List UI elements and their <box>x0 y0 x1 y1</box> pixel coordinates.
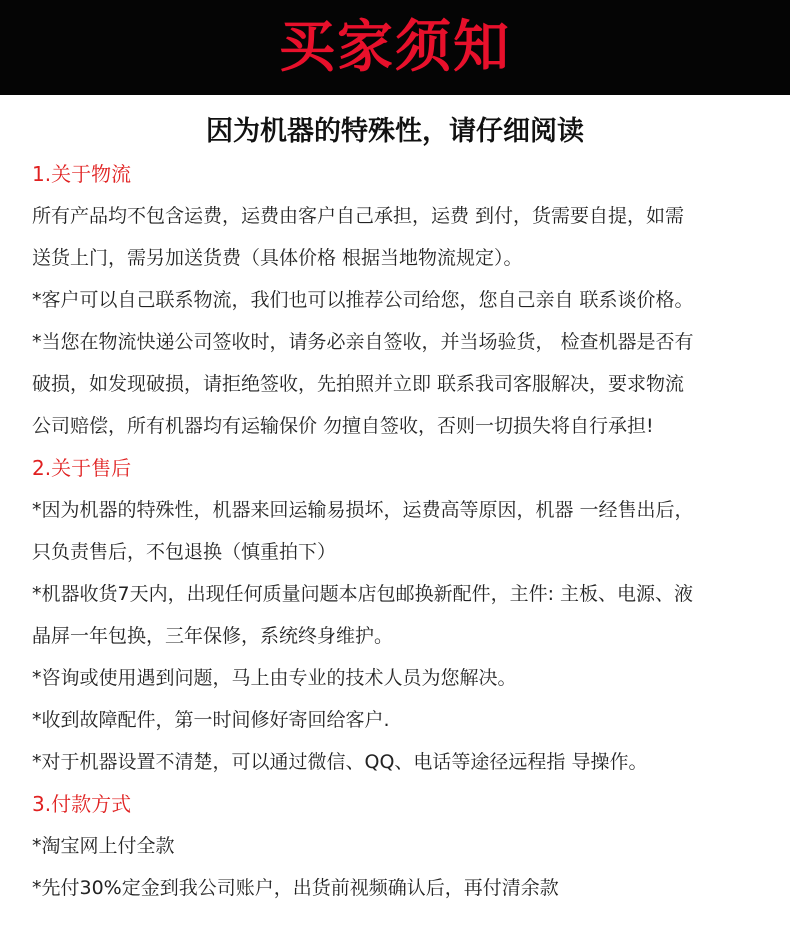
section-payment <box>32 783 772 909</box>
after-sales-line-4: 晶屏一年包换，三年保修，系统终身维护。 <box>32 625 394 647</box>
section-logistics <box>32 153 772 447</box>
logistics-line-1: 所有产品均不包含运费，运费由客户自己承担，运费 到付，货需要自提，如需 <box>32 205 685 227</box>
after-sales-line-5: *咨询或使用遇到问题，马上由专业的技术人员为您解决。 <box>32 667 517 689</box>
after-sales-line-2: 只负责售后，不包退换（慎重拍下） <box>32 541 337 563</box>
logistics-line-4: *当您在物流快递公司签收时，请务必亲自签收，并当场验货， 检查机器是否有 <box>32 331 694 353</box>
section-after-sales <box>32 447 772 783</box>
payment-line-2: *先付30%定金到我公司账户，出货前视频确认后，再付清余款 <box>32 877 559 899</box>
header-banner <box>0 0 790 95</box>
after-sales-line-7: *对于机器设置不清楚，可以通过微信、QQ、电话等途径远程指 导操作。 <box>32 751 648 773</box>
section-heading-logistics: 1.关于物流 <box>32 162 132 186</box>
after-sales-line-1: *因为机器的特殊性，机器来回运输易损坏，运费高等原因，机器 一经售出后， <box>32 499 694 521</box>
after-sales-line-6: *收到故障配件，第一时间修好寄回给客户. <box>32 709 390 731</box>
logistics-line-3: *客户可以自己联系物流，我们也可以推荐公司给您，您自己亲自 联系谈价格。 <box>32 289 694 311</box>
notice-content <box>0 153 790 909</box>
logistics-line-6: 公司赔偿，所有机器均有运输保价 勿擅自签收，否则一切损失将自行承担! <box>32 415 654 437</box>
logistics-line-2: 送货上门，需另加送货费（具体价格 根据当地物流规定）。 <box>32 247 523 269</box>
section-heading-payment: 3.付款方式 <box>32 792 132 816</box>
page-subtitle: 因为机器的特殊性，请仔细阅读 <box>206 116 584 147</box>
banner-title: 买家须知 <box>279 14 511 80</box>
payment-line-1: *淘宝网上付全款 <box>32 835 175 857</box>
section-heading-after-sales: 2.关于售后 <box>32 456 132 480</box>
logistics-line-5: 破损，如发现破损，请拒绝签收，先拍照并立即 联系我司客服解决，要求物流 <box>32 373 685 395</box>
after-sales-line-3: *机器收货7天内，出现任何质量问题本店包邮换新配件，主件: 主板、电源、液 <box>32 583 694 605</box>
